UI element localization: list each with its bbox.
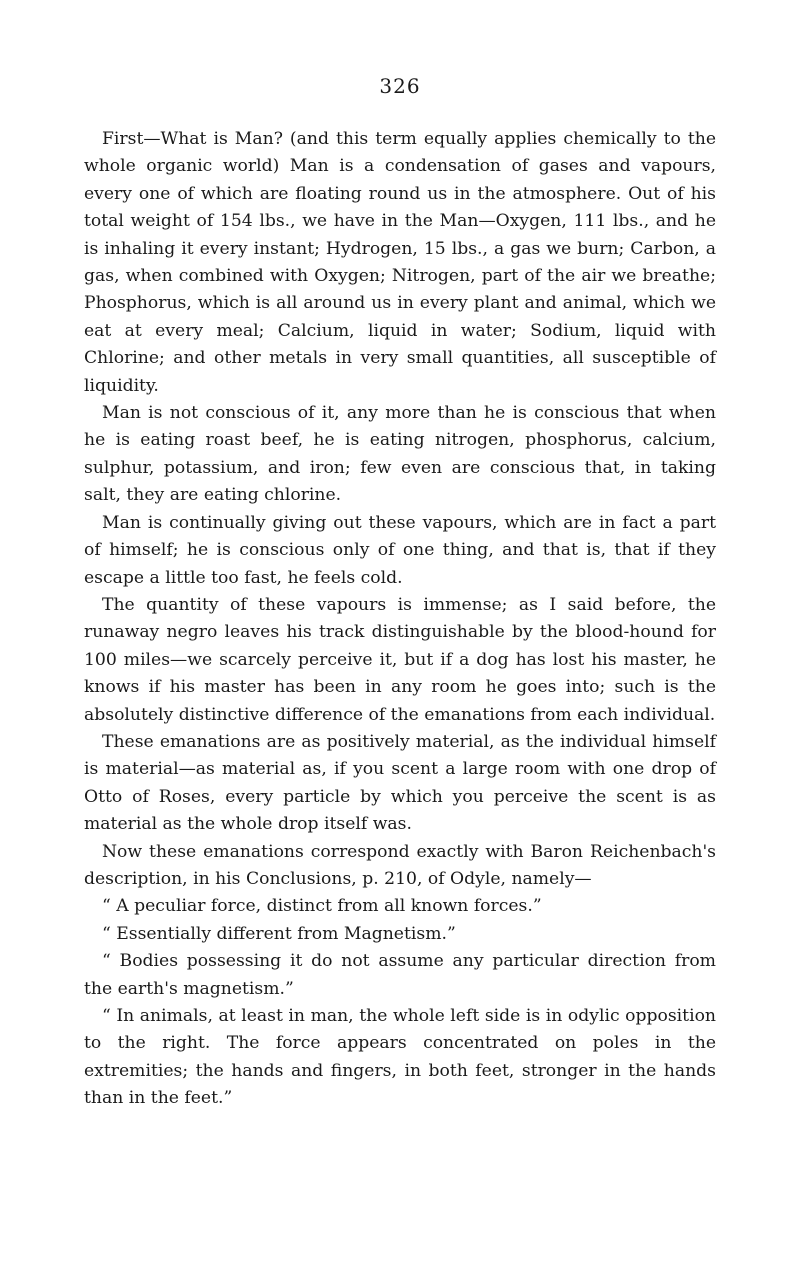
paragraph-5: These emanations are as positively material, as the individual himself is material—as material as, if you scent a large room with one drop of Otto of Roses, every particle by which you perceive the scent is as material as the whole drop itself was. (84, 731, 716, 835)
paragraph-2: Man is not conscious of it, any more than he is conscious that when he is eating roast beef, he is eating nitrogen, phosphorus, calcium, sulphur, potassium, and iron; few even are conscious that, in taking salt, they are eating chlorine. (84, 403, 716, 506)
quote-4: “ In animals, at least in man, the whole left side is in odylic opposition to the right. The force appears concentrated on poles in the extremities; the hands and fingers, in both feet, stronger in the hands than in the feet.” (84, 1006, 716, 1109)
paragraph-4: The quantity of these vapours is immense; as I said before, the runaway negro leaves his track distinguishable by the blood-hound for 100 miles—we scarcely perceive it, but if a dog has lost his master, he knows if his master has been in any room he goes into; such is the absolutely distinctive difference of the emanations from each individual. (84, 594, 716, 725)
body-text (84, 126, 716, 1113)
paragraph-1: First—What is Man? (and this term equally applies chemically to the whole organic world) Man is a condensation of gases and vapours, every one of which are floating round us in the atmosphere. Out of his total weight of 154 lbs., we have in the Man—Oxygen, 111 lbs., and he is inhaling it every instant; Hydrogen, 15 lbs., a gas we burn; Carbon, a gas, when combined with Oxygen; Nitrogen, part of the air we breathe; Phosphorus, which is all around us in every plant and animal, which we eat at every meal; Calcium, liquid in water; Sodium, liquid with Chlorine; and other metals in very small quantities, all susceptible of liquidity. (84, 129, 716, 396)
quote-3: “ Bodies possessing it do not assume any particular direction from the earth's magnetism.” (84, 951, 716, 999)
paragraph-6: Now these emanations correspond exactly with Baron Reichenbach's description, in his Conclusions, p. 210, of Odyle, namely— (84, 841, 716, 889)
paragraph-3: Man is continually giving out these vapours, which are in fact a part of himself; he is conscious only of one thing, and that is, that if they escape a little too fast, he feels cold. (84, 512, 716, 588)
quote-2: “ Essentially different from Magnetism.” (102, 923, 456, 944)
page-number: 326 (379, 74, 421, 98)
quote-1: “ A peculiar force, distinct from all known forces.” (102, 896, 542, 917)
